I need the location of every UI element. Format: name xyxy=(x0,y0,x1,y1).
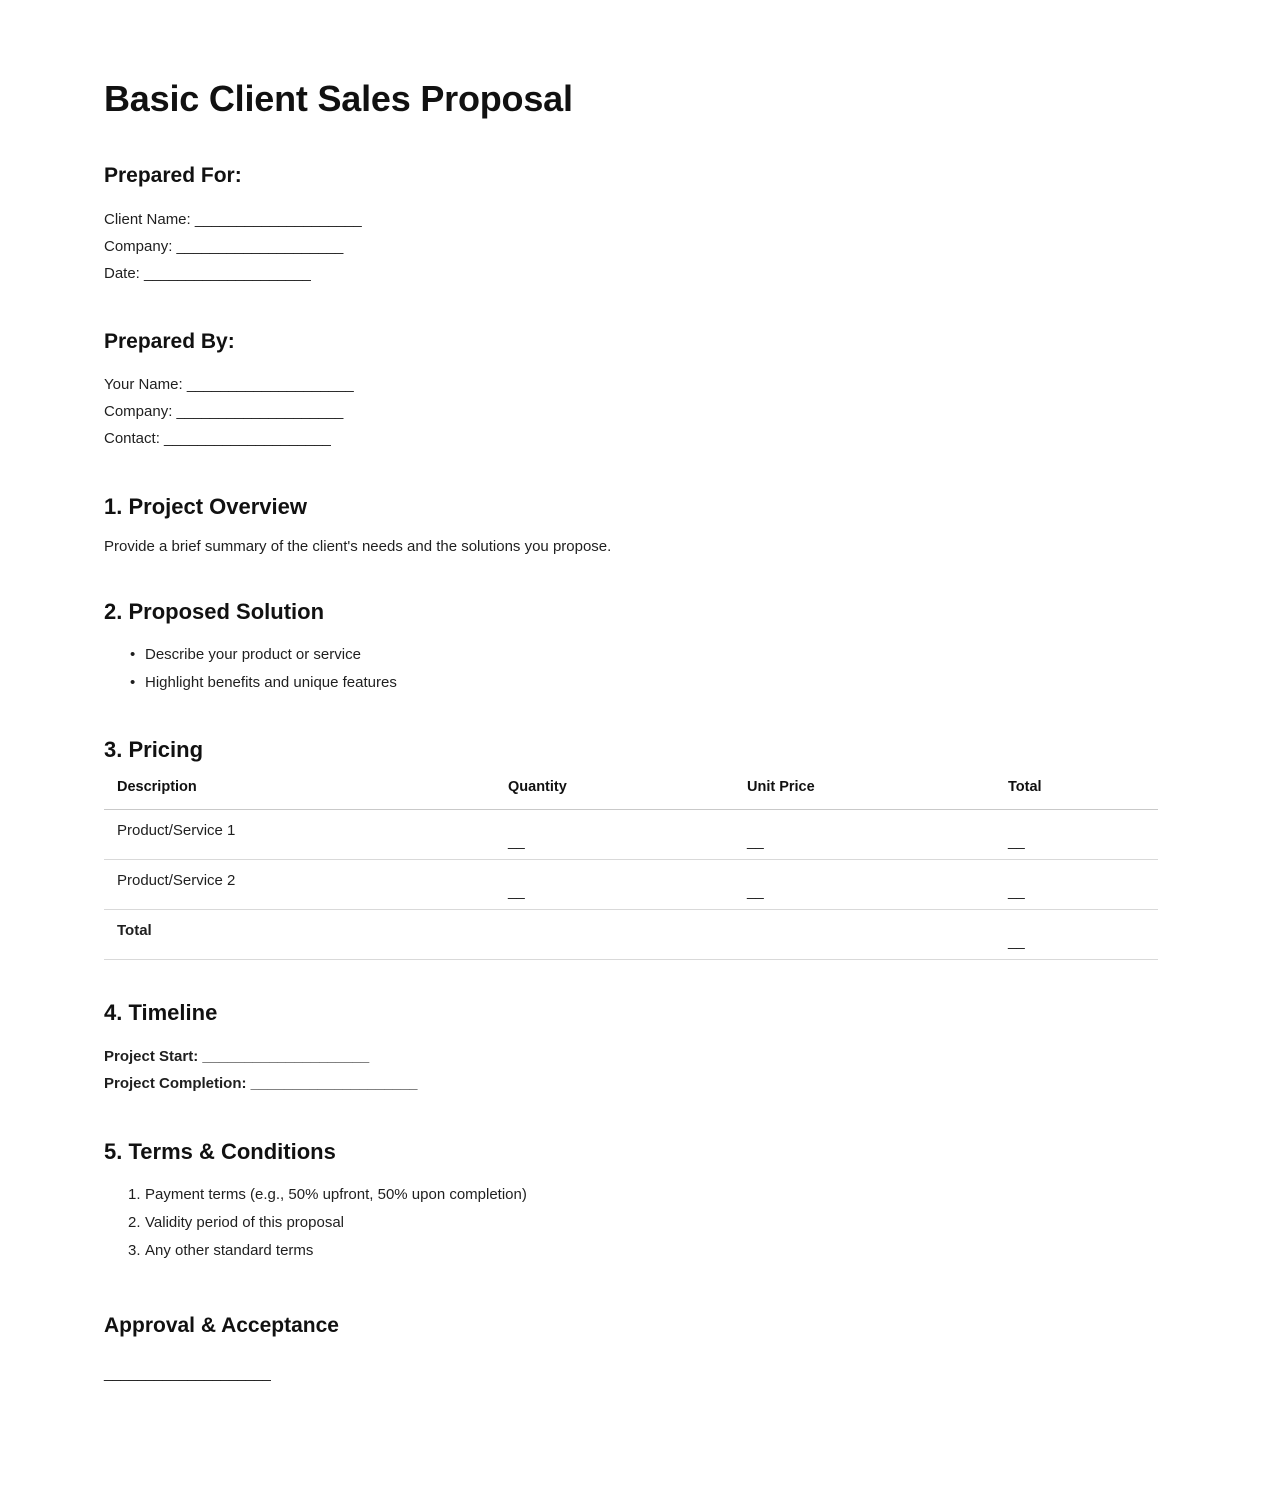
cell-description: Product/Service 1 xyxy=(104,810,495,860)
field-project-start xyxy=(104,1043,1158,1070)
page-title: Basic Client Sales Proposal xyxy=(104,78,573,119)
proposed-solution-list xyxy=(104,641,1158,697)
cell-quantity: __ xyxy=(495,860,734,910)
field-your-company-label: Company: xyxy=(104,402,173,420)
prepared-for-fields xyxy=(104,206,1158,287)
section-heading-timeline: 4. Timeline xyxy=(104,1000,218,1026)
project-overview-text: Provide a brief summary of the client's needs and the solutions you propose. xyxy=(104,538,612,556)
table-total-row xyxy=(104,910,1158,960)
prepared-by-heading: Prepared By: xyxy=(104,329,235,353)
cell-unit-price: __ xyxy=(734,810,995,860)
field-your-name-blank: ____________________ xyxy=(182,375,354,393)
section-heading-project-overview: 1. Project Overview xyxy=(104,493,307,519)
cell-total-quantity xyxy=(495,910,734,960)
cell-total-label: Total xyxy=(104,910,495,960)
cell-description: Product/Service 2 xyxy=(104,860,495,910)
field-client-name xyxy=(104,206,1158,233)
prepared-by-fields xyxy=(104,371,1158,452)
table-row xyxy=(104,810,1158,860)
prepared-for-heading: Prepared For: xyxy=(104,164,242,188)
field-your-company-blank: ____________________ xyxy=(172,402,344,420)
table-row xyxy=(104,860,1158,910)
field-project-start-label: Project Start: xyxy=(104,1047,199,1065)
field-project-completion-label: Project Completion: xyxy=(104,1074,247,1092)
cell-total-amount: __ xyxy=(995,910,1158,960)
column-header-description: Description xyxy=(104,779,495,810)
cell-total: __ xyxy=(995,810,1158,860)
field-contact-label: Contact: xyxy=(104,429,160,447)
field-your-name-label: Your Name: xyxy=(104,375,183,393)
field-date-label: Date: xyxy=(104,264,140,282)
column-header-total: Total xyxy=(995,779,1158,810)
column-header-quantity: Quantity xyxy=(495,779,734,810)
section-heading-pricing: 3. Pricing xyxy=(104,737,204,763)
list-item: Payment terms (e.g., 50% upfront, 50% upon completion) xyxy=(145,1186,527,1204)
field-project-start-blank: ____________________ xyxy=(198,1047,370,1065)
timeline-fields xyxy=(104,1043,1158,1097)
list-item: • Highlight benefits and unique features xyxy=(130,669,1158,697)
section-heading-proposed-solution: 2. Proposed Solution xyxy=(104,598,325,624)
list-item: Any other standard terms xyxy=(145,1242,314,1260)
approval-heading: Approval & Acceptance xyxy=(104,1314,339,1338)
field-your-company xyxy=(104,398,1158,425)
field-client-company-blank: ____________________ xyxy=(172,237,344,255)
field-contact-blank: ____________________ xyxy=(159,429,331,447)
terms-conditions-list xyxy=(104,1181,1158,1265)
field-client-company xyxy=(104,233,1158,260)
column-header-unit-price: Unit Price xyxy=(734,779,995,810)
section-heading-terms-conditions: 5. Terms & Conditions xyxy=(104,1138,336,1164)
cell-total-unit-price xyxy=(734,910,995,960)
field-project-completion-blank: ____________________ xyxy=(246,1074,418,1092)
field-date-blank: ____________________ xyxy=(139,264,311,282)
pricing-table xyxy=(104,779,1158,960)
field-your-name xyxy=(104,371,1158,398)
list-item: Validity period of this proposal xyxy=(145,1214,344,1232)
cell-unit-price: __ xyxy=(734,860,995,910)
pricing-table-header-row xyxy=(104,779,1158,810)
field-client-name-blank: ____________________ xyxy=(190,210,362,228)
cell-total: __ xyxy=(995,860,1158,910)
signature-line: ____________________ xyxy=(104,1365,271,1383)
field-date xyxy=(104,260,1158,287)
field-client-name-label: Client Name: xyxy=(104,210,191,228)
field-project-completion xyxy=(104,1070,1158,1097)
list-item: • Describe your product or service xyxy=(130,641,1158,669)
field-contact xyxy=(104,425,1158,452)
field-client-company-label: Company: xyxy=(104,237,173,255)
cell-quantity: __ xyxy=(495,810,734,860)
